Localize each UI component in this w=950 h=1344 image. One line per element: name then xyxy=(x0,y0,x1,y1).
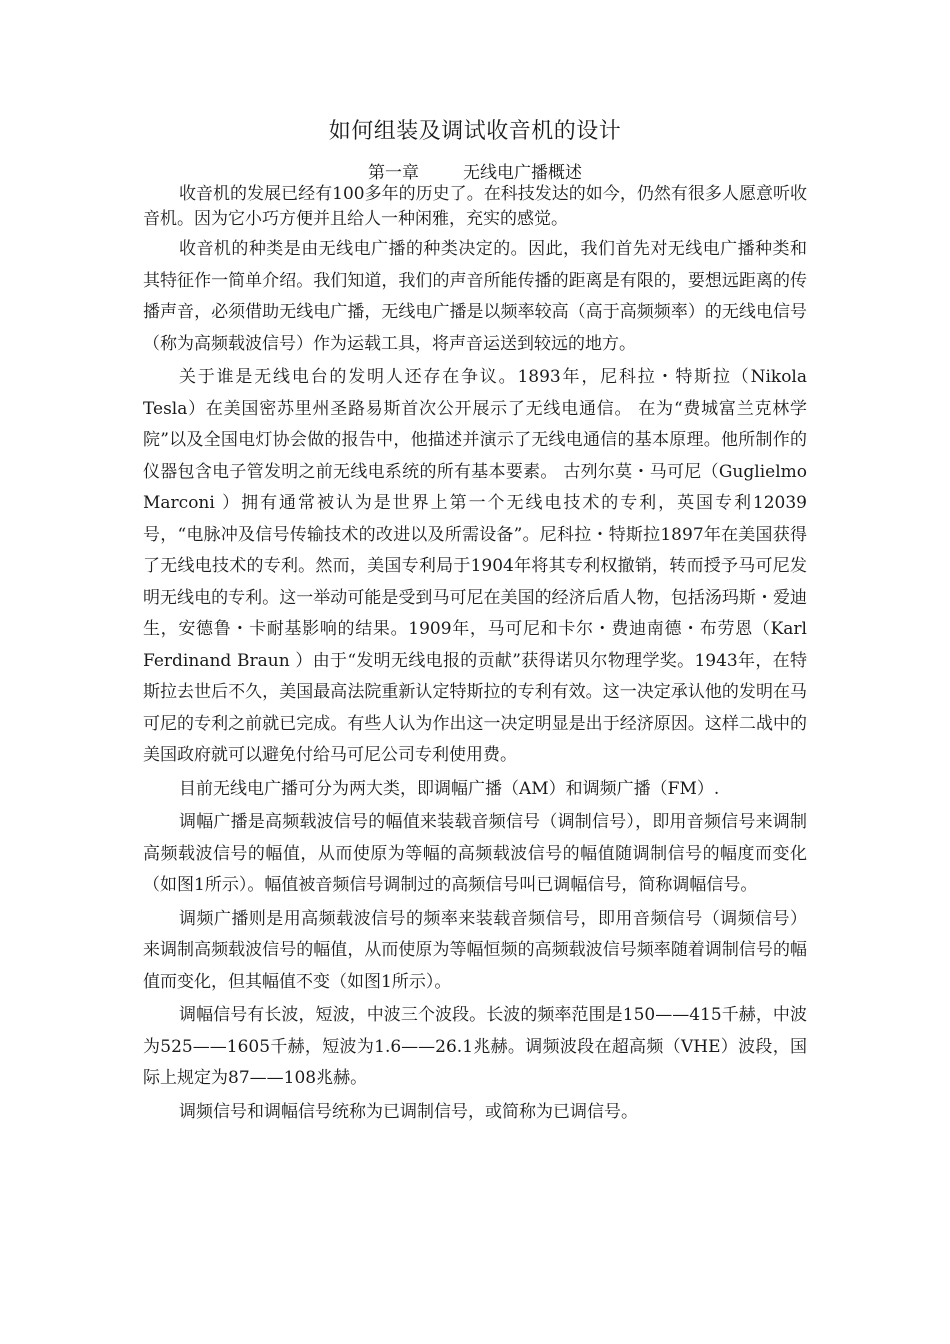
paragraph-6: 调频广播则是用高频载波信号的频率来装载音频信号，即用音频信号（调频信号）来调制高频载波信号的幅值，从而使原为等幅恒频的高频载波信号频率随着调制信号的幅值而变化，但其幅值不变（如图1所示）。 xyxy=(143,908,807,992)
paragraph-5: 调幅广播是高频载波信号的幅值来装载音频信号（调制信号），即用音频信号来调制高频载波信号的幅值，从而使原为等幅的高频载波信号的幅值随调制信号的幅度而变化（如图1所示）。幅值被音频信号调制过的高频信号叫已调幅信号，简称调幅信号。 xyxy=(143,812,807,895)
paragraph-3: 关于谁是无线电台的发明人还存在争议。1893年，尼科拉・特斯拉（Nikola Tesla）在美国密苏里州圣路易斯首次公开展示了无线电通信。 在为“费城富兰克林学院”以及全国电灯协会做的报告中，他描述并演示了无线电通信的基本原理。他所制作的仪器包含电子管发明之前无线电系统的所有基本要素。 古列尔莫・马可尼（Guglielmo Marconi ）拥有通常被认为是世界上第一个无线电技术的专利，英国专利12039号，“电脉冲及信号传输技术的改进以及所需设备”。尼科拉・特斯拉1897年在美国获得了无线电技术的专利。然而，美国专利局于1904年将其专利权撤销，转而授予马可尼发明无线电的专利。这一举动可能是受到马可尼在美国的经济后盾人物，包括汤玛斯・爱迪生，安德鲁・卡耐基影响的结果。1909年，马可尼和卡尔・费迪南德・布劳恩（Karl Ferdinand Braun ）由于“发明无线电报的贡献”获得诺贝尔物理学奖。1943年，在特斯拉去世后不久，美国最高法院重新认定特斯拉的专利有效。这一决定承认他的发明在马可尼的专利之前就已完成。有些人认为作出这一决定明显是出于经济原因。这样二战中的美国政府就可以避免付给马可尼公司专利使用费。 xyxy=(143,367,807,765)
paragraph-8: 调频信号和调幅信号统称为已调制信号，或简称为已调信号。 xyxy=(179,1101,638,1122)
paragraph-2: 收音机的种类是由无线电广播的种类决定的。因此，我们首先对无线电广播种类和其特征作一简单介绍。我们知道，我们的声音所能传播的距离是有限的，要想远距离的传播声音，必须借助无线电广播，无线电广播是以频率较高（高于高频频率）的无线电信号（称为高频载波信号）作为运载工具，将声音运送到较远的地方。 xyxy=(143,239,807,354)
document-title: 如何组装及调试收音机的设计 xyxy=(328,119,622,144)
paragraph-4: 目前无线电广播可分为两大类，即调幅广播（AM）和调频广播（FM）. xyxy=(179,778,720,799)
chapter-name: 无线电广播概述 xyxy=(463,163,582,183)
paragraph-1: 收音机的发展已经有100多年的历史了。在科技发达的如今，仍然有很多人愿意听收音机。因为它小巧方便并且给人一种闲雅，充实的感觉。 xyxy=(143,184,807,229)
chapter-number: 第一章 xyxy=(368,163,419,183)
body-text xyxy=(143,182,807,1128)
paragraph-7: 调幅信号有长波，短波，中波三个波段。长波的频率范围是150——415千赫，中波为525——1605千赫，短波为1.6——26.1兆赫。调频波段在超高频（VHE）波段，国际上规定为87——108兆赫。 xyxy=(143,1005,807,1088)
